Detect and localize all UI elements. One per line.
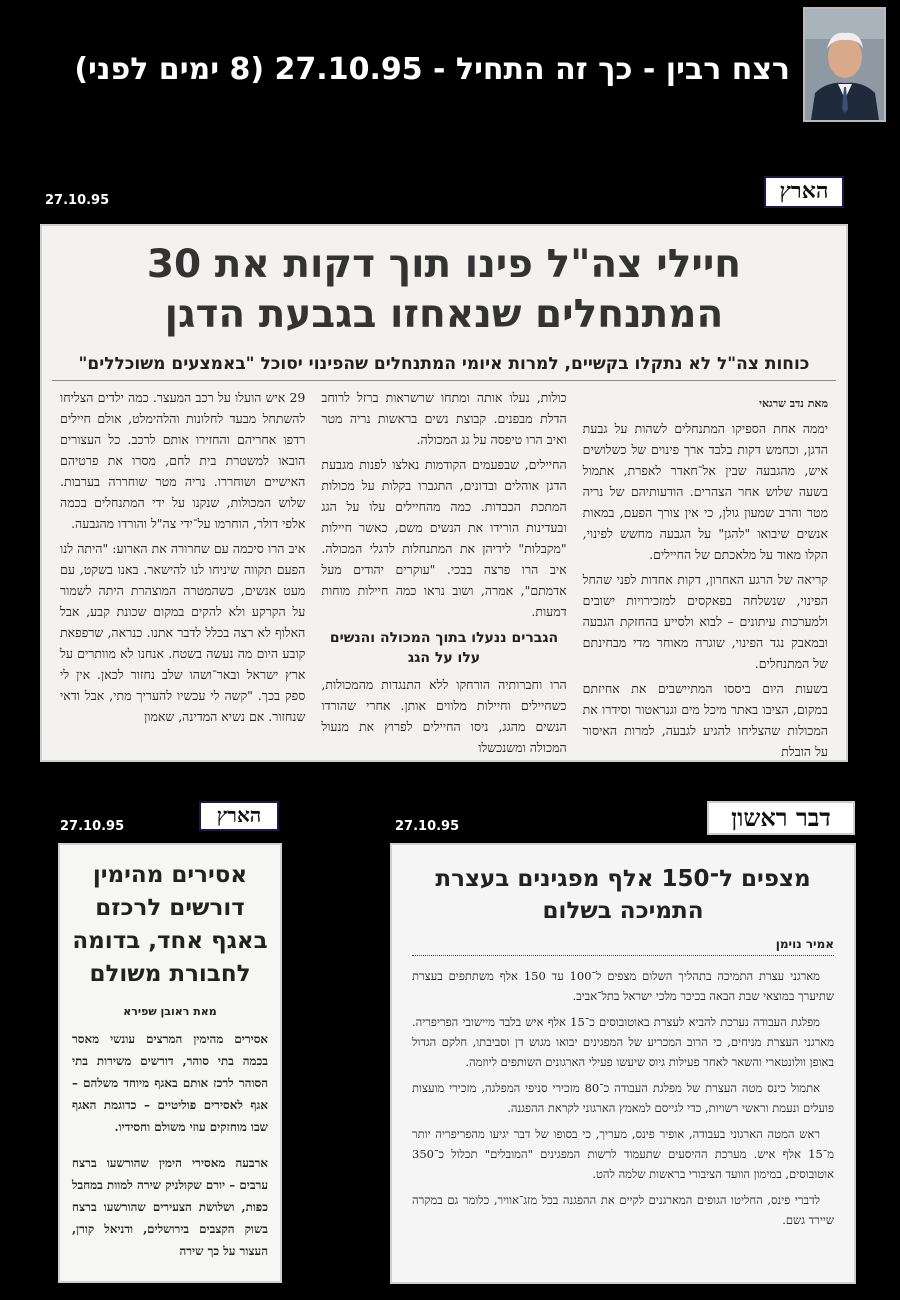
headline: מצפים ל־150 אלף מפגינים בעצרת התמיכה בשלום xyxy=(435,866,811,924)
column-right xyxy=(583,387,828,762)
date-label-top: 27.10.95 xyxy=(45,193,110,208)
headline-line-2: המתנחלים שנאחזו בגבעת הדגן xyxy=(164,292,724,337)
byline: מאת נדב שרגאי xyxy=(759,397,828,410)
clipping-davar-rally xyxy=(390,843,856,1284)
article-columns xyxy=(42,387,846,762)
paragraph: החיילים, שבפעמים הקודמות נאלצו לפנות מגבעת הדגן אוהלים ובדונים, התגברו בקלות על מכולות המתכת הכבדות. כמה מהחיילים עלו על הגג ובעדינות הורידו את הנשים משם, כאשר חיילות "מקבלות" לידיהן את המתנחלות לרגלי המכולה. איב הרו פרצה בבכי. "עוקרים יהודים מעל אדמתם", אמרה, ושוב נראו כמה חיילות מוחות דמעות. xyxy=(321,457,567,619)
paragraph: ראש המטה הארגוני בעבודה, אופיר פינס, מעריך, כי בסופו של דבר יגיעו מהפריפריה יותר מ־15 אלף איש. מערכת ההיסעים שתעמוד לרשות המפגינים "המובלים" תכלול כ־350 אוטובוסים, במימון הוועד הציבורי בראשות שלמה להט. xyxy=(412,1127,834,1181)
paragraph: איב הרו סיכמה עם שחרורה את הארוע: "היתה לנו הפעם תקווה שיניחו לנו להישאר. באנו בשקט, עם מעט אנשים, כשהמטרה המוצהרת היתה לשמור על הקרקע ולא להקים במקום שכונת קבע, אבל האלוף לא רצה בכלל לדבר אתנו. כנראה, שרפפאת קובע היום מה נעשה בשטח. אנחנו לא מוותרים על ארץ ישראל ובאר־ושהו שלב נחזור לכאן. אין לי ספק בכך. "קשה לי עכשיו להעריך מתי, אבל ודאי שנחזור. אם נשיא המדינה, שאמון xyxy=(60,541,306,724)
portrait-icon xyxy=(805,9,884,120)
paragraph: מפלגת העבודה נערכת להביא לעצרת באוטובוסים כ־15 אלף איש בלבד מיישובי הפריפריה. מארגני העצרת מניחים, כי הרוב המכריע של המפגינים יבואו מגוש דן וסביבתו, חלקם הגדול באופן וולונטארי והשאר לאחר פעילות גיוס שיעשו פעילי הארגונים השותפים ליוזמה. xyxy=(412,1015,834,1069)
paragraph: מארגני עצרת התמיכה בתהליך השלום מצפים ל־100 עד 150 אלף משתתפים בעצרת שתיערך במוצאי שבת הבאה בכיכר מלכי ישראל בתל־אביב. xyxy=(412,969,834,1003)
byline: אמיר נוימן xyxy=(775,937,834,951)
haaretz-logo-top: הארץ xyxy=(764,176,844,208)
paragraph: יממה אחת הספיקו המתנחלים לשהות על גבעת הדגן, וכחמש דקות בלבד ארך פינוים של כשלושים איש, מהגבעה שבין אל־חאדר לאפרת, אתמול בשעה שלוש אחר הצהרים. הודעותיהם של נריה מטר והרב שמעון גולן, כי אין צורך הפעם, במאות אנשים שיבואו "להגן" על הגבעה מחשש לפינוי, הקלו מאוד על מלאכתם של החיילים. xyxy=(582,421,828,562)
haaretz-logo-left: הארץ xyxy=(199,801,279,831)
article-body xyxy=(412,966,834,1230)
paragraph: כולות, נעלו אותה ומתחו שרשראות ברזל לרוחב הדלת מבפנים. קבוצת נשים בראשות נריה מטר ואיב הרו טיפסה על גג המכולה. xyxy=(321,390,567,447)
subheadline: כוחות צה"ל לא נתקלו בקשיים, למרות איומי המתנחלים שהפינוי יסוכל "באמצעים משוכללים" xyxy=(52,354,836,381)
paragraph: אתמול כינס מטה העצרת של מפלגת העבודה כ־80 מזכירי סניפי המפלגה, מזכירי מועצות פועלים ונעמת וראשי רשויות, כדי לגייסם למאמץ הארגוני לקראת ההפגנה. xyxy=(412,1081,834,1115)
column-middle xyxy=(321,387,566,762)
paragraph: בשעות היום ביססו המתיישבים את אחיזתם במקום, הציבו באתר מיכל מים וגנראטור וסידרו את המכולות שהצליחו להגיע לגבעה, למרות האיסור על הובלת xyxy=(582,681,828,759)
article-body xyxy=(72,1028,268,1262)
clipping-haaretz-prisoners xyxy=(58,843,282,1283)
paragraph: קריאה של הרגע האחרון, דקות אחדות לפני שהחל הפינוי, שנשלחה בפאקסים למזכירויות ישובים ולמערכות עיתונים – לבוא ולסייע בהחזקת הגבעה ובמאבק נגד הפינוי, שוגרה מאוחר מדי מבחינתם של המתנחלים. xyxy=(582,572,828,671)
column-left xyxy=(60,387,305,762)
intertitle: הגברים ננעלו בתוך המכולה והנשים עלו על הגג xyxy=(329,630,559,666)
davar-logo: דבר ראשון xyxy=(707,801,855,835)
paragraph: הרו וחברותיה הורחקו ללא התנגדות מהמכולות, כשחיילים וחיילות מלווים אותן. אחרי שהורדו הנשים מהגג, ניסו החיילים לפרוץ את מנעול המכולה ומשנכשלו xyxy=(321,677,567,755)
headline xyxy=(52,240,836,340)
date-label-right: 27.10.95 xyxy=(395,819,460,834)
paragraph: 29 איש הועלו על רכב המעצר. כמה ילדים הצליחו להשתחל מבעד לחלונות והלהימלט, אולם חיילים רדפו אחריהם והחזירו אותם לרכב. כל העצורים הובאו למשטרת בית לחם, מסרו את פרטיהם האישיים ושוחררו. נריה מטר שוחררה בערבות. שלוש המכולות, שנקנו על ידי המתנחלים בכמה אלפי דולר, הוחרמו על־ידי צה"ל והורדו מהגבעה. xyxy=(60,390,306,531)
paragraph: אסירים מהימין המרצים עונשי מאסר בכמה בתי סוהר, דורשים משירות בתי הסוהר לרכז אותם באגף מיוחד משלהם – אגף לאסירים פוליטיים – כדוגמת האגף שבו מוחזקים עוזי משולם וחסידיו. xyxy=(72,1032,268,1134)
paragraph: ארבעה מאסירי הימין שהורשעו ברצח ערבים – יורם שקולניק שירה למוות במחבל כפות, ושלושת הצעירים שהורשעו ברצח בשוק הקצבים בירושלים, ודניאל קורן, העצור על כך שירה xyxy=(72,1156,268,1258)
divider xyxy=(412,955,834,956)
byline: מאת ראובן שפירא xyxy=(123,1005,217,1018)
page-title: רצח רבין - כך זה התחיל - 27.10.95 (8 ימים לפני) xyxy=(74,52,790,87)
headline: אסירים מהימין דורשים לרכזם באגף אחד, בדומה לחבורת משולם xyxy=(72,862,268,987)
headline-line-1: חיילי צה"ל פינו תוך דקות את 30 xyxy=(146,242,742,287)
clipping-haaretz-evacuation xyxy=(40,224,848,762)
portrait-photo xyxy=(803,7,886,122)
date-label-left: 27.10.95 xyxy=(60,819,125,834)
paragraph: לדברי פינס, החליטו הגופים המארגנים לקיים את ההפגנה בכל מזג־אוויר, כלומר גם במקרה שיירד גשם. xyxy=(412,1193,834,1227)
